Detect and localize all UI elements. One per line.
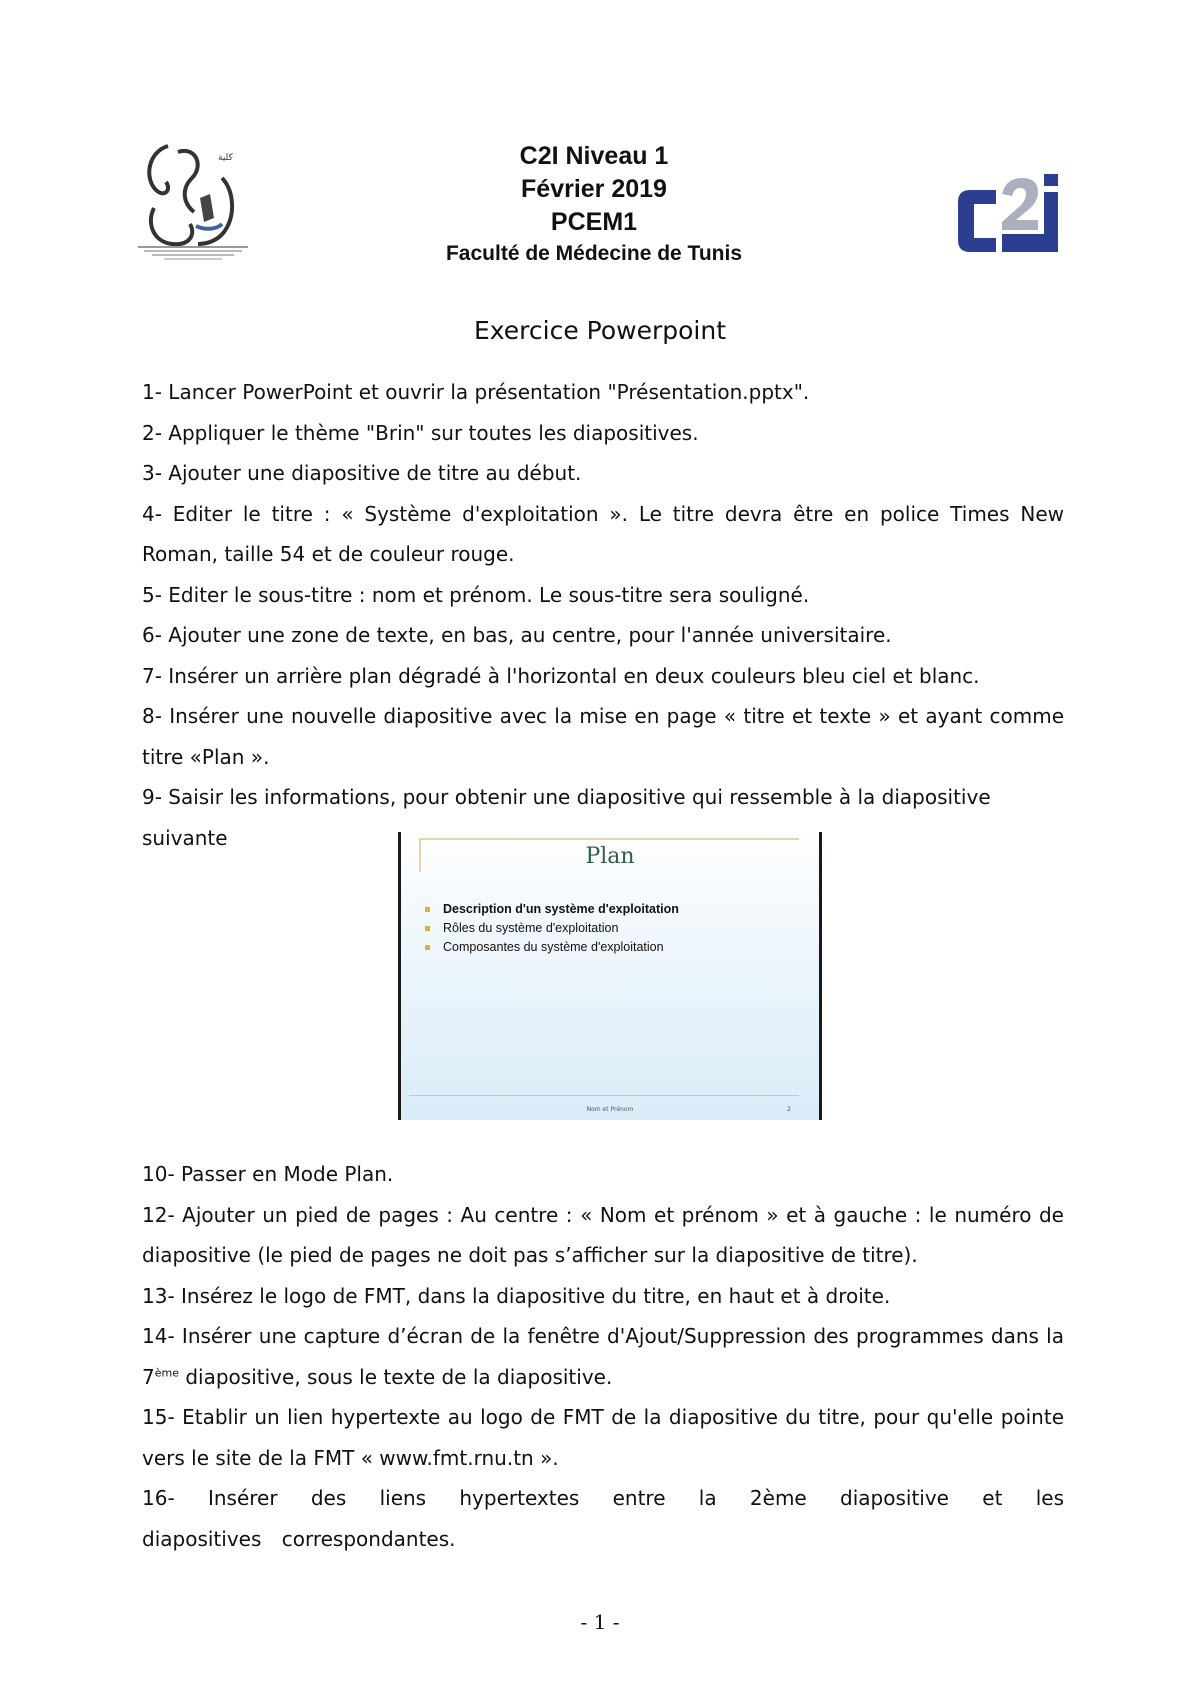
instruction-4: 4- Editer le titre : « Système d'exploitation ». Le titre devra être en police Times New Roman, taille 54 et de couleur rouge. xyxy=(142,501,1064,566)
slide-preview xyxy=(398,832,822,1120)
bullet-square-icon xyxy=(425,945,430,950)
instruction-8: 8- Insérer une nouvelle diapositive avec la mise en page « titre et texte » et ayant comme titre «Plan ». xyxy=(142,704,1064,769)
slide-bullet-list xyxy=(425,900,679,957)
instruction-10: 10- Passer en Mode Plan. xyxy=(142,1162,394,1186)
instruction-5: 5- Editer le sous-titre : nom et prénom. Le sous-titre sera souligné. xyxy=(142,582,810,607)
instruction-13: 13- Insérez le logo de FMT, dans la diapositive du titre, en haut et à droite. xyxy=(142,1283,891,1308)
slide-title: Plan xyxy=(585,844,635,869)
exercise-title: Exercice Powerpoint xyxy=(473,316,727,345)
slide-footer: Nom et Prénom xyxy=(586,1106,634,1113)
slide-bottom-rule xyxy=(409,1095,799,1096)
page-number: - 1 - xyxy=(580,1610,620,1634)
slide-bullet: Composantes du système d'exploitation xyxy=(425,938,679,957)
instruction-15: 15- Etablir un lien hypertexte au logo de FMT de la diapositive du titre, pour qu'elle pointe vers le site de la FMT « www.fmt.rnu.tn ». xyxy=(142,1405,1064,1470)
instruction-16: 16- Insérer des liens hypertextes entre la 2ème diapositive et les diapositives correspondantes. xyxy=(142,1486,1064,1551)
faculty-name: Faculté de Médecine de Tunis xyxy=(445,242,742,265)
instructions-part-2 xyxy=(142,1154,1064,1559)
instruction-6: 6- Ajouter une zone de texte, en bas, au centre, pour l'année universitaire. xyxy=(142,623,892,647)
instruction-1: 1- Lancer PowerPoint et ouvrir la présentation "Présentation.pptx". xyxy=(142,380,810,404)
exam-date: Février 2019 xyxy=(521,175,667,203)
class-level: PCEM1 xyxy=(550,208,638,236)
instruction-9: 9- Saisir les informations, pour obtenir une diapositive qui ressemble à la diapositive suivante xyxy=(142,785,991,850)
instruction-7: 7- Insérer un arrière plan dégradé à l'horizontal en deux couleurs bleu ciel et blanc. xyxy=(142,663,980,688)
instruction-2: 2- Appliquer le thème "Brin" sur toutes les diapositives. xyxy=(142,420,699,445)
instruction-14: 14- Insérer une capture d’écran de la fenêtre d'Ajout/Suppression des programmes dans la 7ème diapositive, sous le texte de la diapositive. xyxy=(142,1324,1064,1389)
instruction-12: 12- Ajouter un pied de pages : Au centre : « Nom et prénom » et à gauche : le numéro de diapositive (le pied de pages ne doit pas s’afficher sur la diapositive de titre). xyxy=(142,1202,1064,1267)
course-title: C2I Niveau 1 xyxy=(519,142,669,170)
svg-text:ﻛﻠﻴﺔ: ﻛﻠﻴﺔ xyxy=(218,153,233,163)
bullet-square-icon xyxy=(425,907,430,912)
slide-bullet: Description d'un système d'exploitation xyxy=(425,900,679,919)
instructions-part-1 xyxy=(142,372,1064,858)
slide-number: 2 xyxy=(787,1106,791,1113)
slide-bullet: Rôles du système d'exploitation xyxy=(425,919,679,938)
instruction-3: 3- Ajouter une diapositive de titre au début. xyxy=(142,461,582,485)
slide-top-rule xyxy=(419,838,799,840)
bullet-square-icon xyxy=(425,926,430,931)
